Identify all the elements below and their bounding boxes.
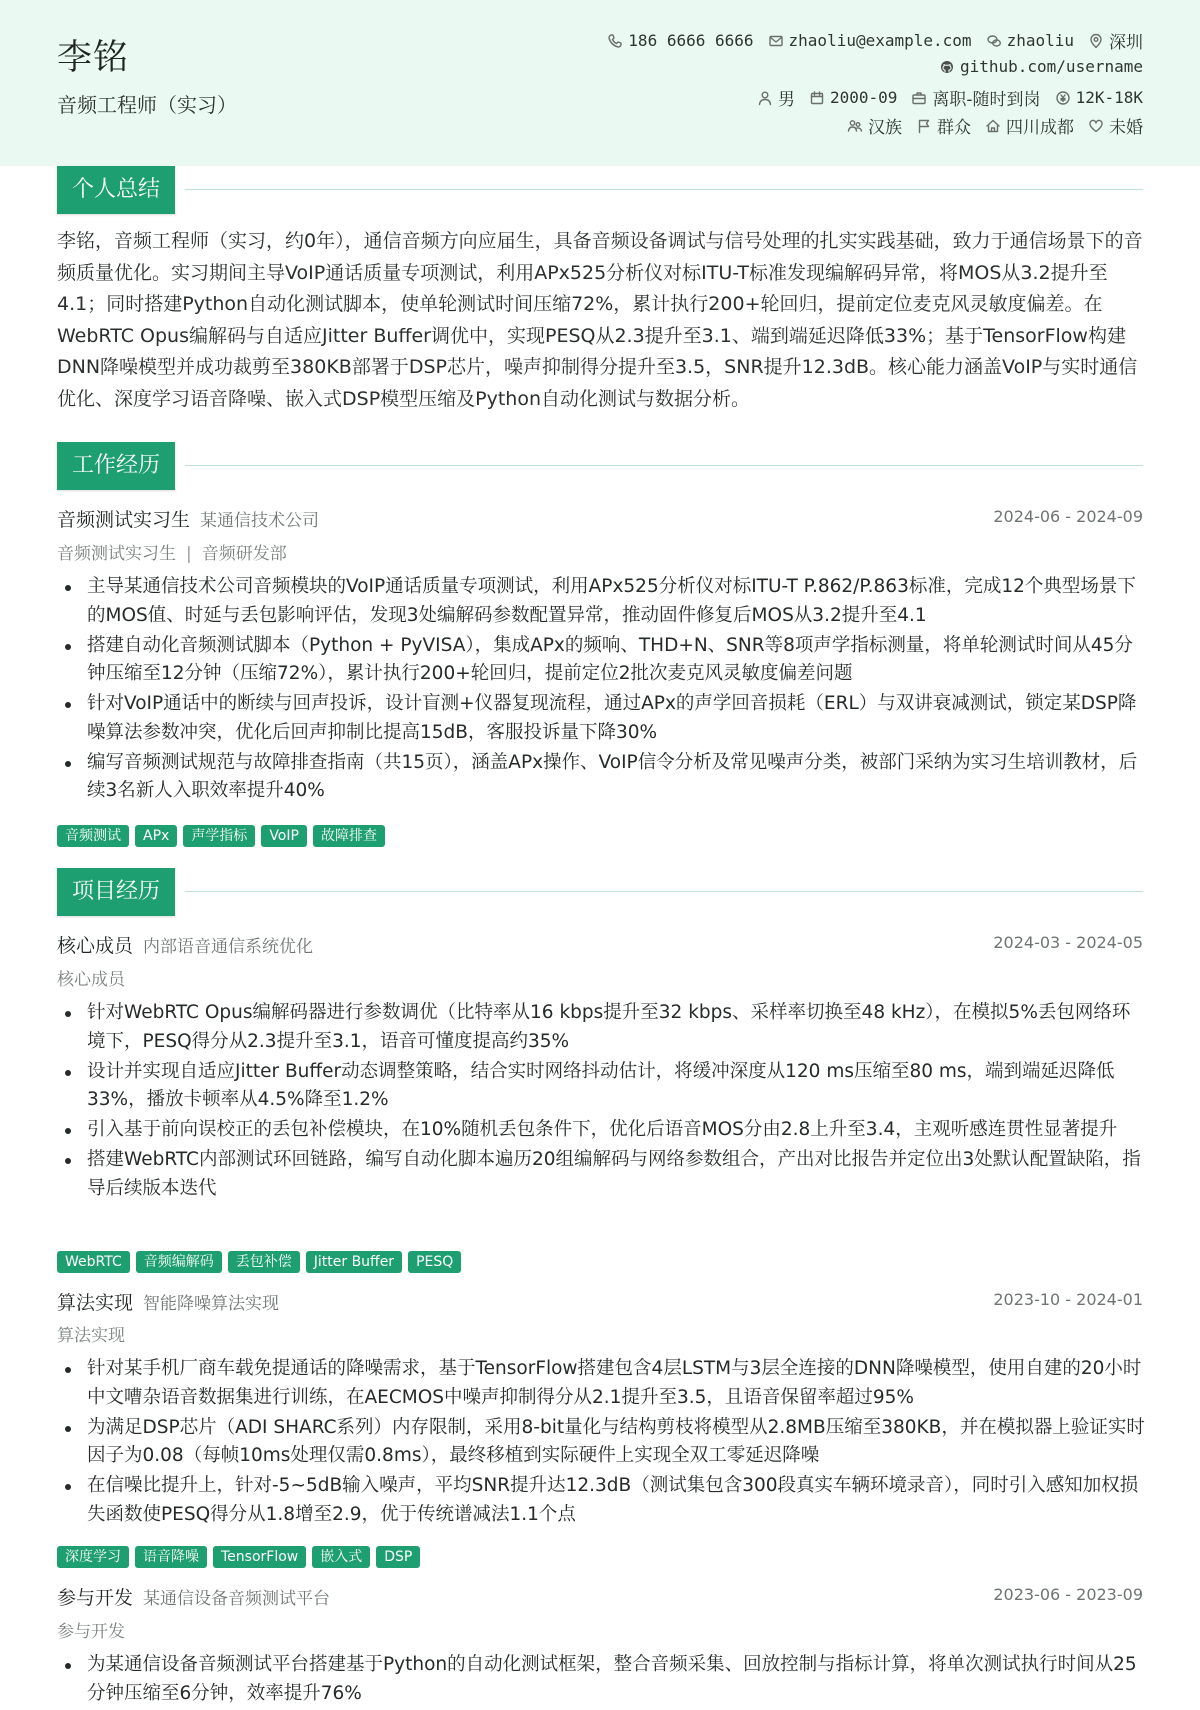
list-item: 针对VoIP通话中的断续与回声投诉，设计盲测+仪器复现流程，通过APx的声学回音损耗（ERL）与双讲衰减测试，锁定某DSP降噪算法参数冲突，优化后回声抑制比提高15dB，客服投诉量下降30% xyxy=(57,690,1147,747)
github-icon xyxy=(939,59,955,75)
entry-date: 2023-10 - 2024-01 xyxy=(993,1290,1143,1309)
skill-tag: PESQ xyxy=(408,1251,461,1273)
work-tags xyxy=(57,825,385,847)
marital-status: 未婚 xyxy=(1109,118,1143,138)
skill-tag: 嵌入式 xyxy=(312,1546,370,1568)
skill-tag: TensorFlow xyxy=(213,1546,306,1568)
skill-tag: APx xyxy=(135,825,177,847)
mail-icon xyxy=(768,33,784,49)
entry-date: 2024-03 - 2024-05 xyxy=(993,933,1143,952)
project-bullet-list xyxy=(57,1355,1147,1531)
skill-tag: VoIP xyxy=(261,825,307,847)
skill-tag: 音频测试 xyxy=(57,825,129,847)
project-entry-header xyxy=(57,931,1143,959)
contact-row-2 xyxy=(939,57,1143,76)
phone-item xyxy=(607,31,753,50)
wechat-id: zhaoliu xyxy=(1006,31,1074,50)
calendar-icon xyxy=(809,90,825,106)
candidate-title: 音频工程师（实习） xyxy=(57,93,237,117)
list-item: 主导某通信技术公司音频模块的VoIP通话质量专项测试，利用APx525分析仪对标ITU-T P.862/P.863标准，完成12个典型场景下的MOS值、时延与丢包影响评估，发现3处编解码参数配置异常，推动固件修复后MOS从3.2提升至4.1 xyxy=(57,573,1147,630)
work-bullet-list xyxy=(57,573,1147,807)
project-bullet-list xyxy=(57,999,1147,1205)
entry-role: 音频测试实习生 xyxy=(57,509,191,531)
entry-date: 2024-06 - 2024-09 xyxy=(993,507,1143,526)
skill-tag: DSP xyxy=(376,1546,420,1568)
political-status: 群众 xyxy=(937,118,971,138)
project-tags xyxy=(57,1251,461,1273)
project-tags xyxy=(57,1546,420,1568)
section-divider xyxy=(185,465,1143,466)
email-address[interactable]: zhaoliu@example.com xyxy=(788,31,972,50)
section-divider xyxy=(185,891,1143,892)
section-title-summary: 个人总结 xyxy=(57,166,175,214)
skill-tag: 深度学习 xyxy=(57,1546,129,1568)
project-entry-subtitle: 参与开发 xyxy=(57,1622,125,1642)
project-entry-subtitle: 算法实现 xyxy=(57,1326,125,1346)
ethnicity: 汉族 xyxy=(868,118,902,138)
city: 深圳 xyxy=(1109,33,1143,53)
work-entry-header xyxy=(57,505,1143,533)
list-item: 编写音频测试规范与故障排查指南（共15页），涵盖APx操作、VoIP信令分析及常见噪声分类，被部门采纳为实习生培训教材，后续3名新人入职效率提升40% xyxy=(57,749,1147,806)
github-item[interactable] xyxy=(939,57,1143,76)
list-item: 为某通信设备音频测试平台搭建基于Python的自动化测试框架，整合音频采集、回放控制与指标计算，将单次测试执行时间从25分钟压缩至6分钟，效率提升76% xyxy=(57,1651,1147,1708)
marital-item xyxy=(1088,113,1143,138)
project-bullet-list xyxy=(57,1651,1147,1710)
skill-tag: Jitter Buffer xyxy=(306,1251,402,1273)
work-section-header xyxy=(57,442,1143,490)
wechat-icon xyxy=(986,33,1002,49)
summary-text: 李铭，音频工程师（实习，约0年），通信音频方向应届生，具备音频设备调试与信号处理的扎实实践基础，致力于通信场景下的音频质量优化。实习期间主导VoIP通话质量专项测试，利用APx525分析仪对标ITU-T标准发现编解码异常，将MOS从3.2提升至4.1；同时搭建Python自动化测试脚本，使单轮测试时间压缩72%，累计执行200+轮回归，提前定位麦克风灵敏度偏差。在WebRTC Opus编解码与自适应Jitter Buffer调优中，实现PESQ从2.3提升至3.1、端到端延迟降低33%；基于TensorFlow构建DNN降噪模型并成功裁剪至380KB部署于DSP芯片，噪声抑制得分提升至3.5，SNR提升12.3dB。核心能力涵盖VoIP与实时通信优化、深度学习语音降噪、嵌入式DSP模型压缩及Python自动化测试与数据分析。 xyxy=(57,230,1143,410)
section-divider xyxy=(185,189,1143,190)
gender: 男 xyxy=(777,90,795,110)
list-item: 设计并实现自适应Jitter Buffer动态调整策略，结合实时网络抖动估计，将缓冲深度从120 ms压缩至80 ms，端到端延迟降低33%，播放卡顿率从4.5%降至1.2% xyxy=(57,1058,1147,1115)
people-icon xyxy=(847,118,863,134)
salary-item xyxy=(1055,88,1143,107)
contact-row-3 xyxy=(757,85,1143,110)
list-item: 引入基于前向误校正的丢包补偿模块，在10%随机丢包条件下，优化后语音MOS分由2.8上升至3.4，主观听感连贯性显著提升 xyxy=(57,1116,1147,1145)
entry-role: 参与开发 xyxy=(57,1587,134,1609)
city-item xyxy=(1088,28,1143,53)
skill-tag: 音频编解码 xyxy=(136,1251,222,1273)
contact-row-4 xyxy=(847,113,1143,138)
candidate-name: 李铭 xyxy=(57,38,130,78)
github-link[interactable]: github.com/username xyxy=(959,57,1143,76)
skill-tag: 语音降噪 xyxy=(135,1546,207,1568)
skill-tag: 故障排查 xyxy=(313,825,385,847)
section-title-work: 工作经历 xyxy=(57,442,175,490)
entry-sub-dept: 音频研发部 xyxy=(201,544,287,564)
contact-row-1 xyxy=(607,28,1143,53)
flag-icon xyxy=(916,118,932,134)
list-item: 为满足DSP芯片（ADI SHARC系列）内存限制，采用8-bit量化与结构剪枝将模型从2.8MB压缩至380KB，并在模拟器上验证实时因子为0.08（每帧10ms处理仅需0.8ms），最终移植到实际硬件上实现全双工零延迟降噪 xyxy=(57,1414,1147,1471)
phone-number: 186 6666 6666 xyxy=(628,31,754,50)
home-icon xyxy=(985,118,1001,134)
project-entry-header xyxy=(57,1288,1143,1316)
section-title-projects: 项目经历 xyxy=(57,868,175,916)
skill-tag: WebRTC xyxy=(57,1251,130,1273)
entry-org: 内部语音通信系统优化 xyxy=(143,937,314,957)
hometown-item xyxy=(985,113,1074,138)
projects-section-header xyxy=(57,868,1143,916)
project-entry-header xyxy=(57,1583,1143,1611)
status-item xyxy=(911,85,1040,110)
list-item: 针对WebRTC Opus编解码器进行参数调优（比特率从16 kbps提升至32 kbps、采样率切换至48 kHz），在模拟5%丢包网络环境下，PESQ得分从2.3提升至3.1，语音可懂度提高约35% xyxy=(57,999,1147,1056)
birth-item xyxy=(809,88,897,107)
location-icon xyxy=(1088,33,1104,49)
expected-salary: 12K-18K xyxy=(1075,88,1143,107)
list-item: 针对某手机厂商车载免提通话的降噪需求，基于TensorFlow搭建包含4层LSTM与3层全连接的DNN降噪模型，使用自建的20小时中文嘈杂语音数据集进行训练，在AECMOS中噪声抑制得分从2.1提升至3.5，且语音保留率超过95% xyxy=(57,1355,1147,1412)
list-item: 搭建自动化音频测试脚本（Python + PyVISA），集成APx的频响、THD+N、SNR等8项声学指标测量，将单轮测试时间从45分钟压缩至12分钟（压缩72%），累计执行200+轮回归，提前定位2批次麦克风灵敏度偏差问题 xyxy=(57,632,1147,689)
hometown: 四川成都 xyxy=(1006,118,1074,138)
birth-date: 2000-09 xyxy=(829,88,898,107)
money-icon xyxy=(1055,90,1071,106)
entry-date: 2023-06 - 2023-09 xyxy=(993,1585,1143,1604)
phone-icon xyxy=(607,33,623,49)
gender-item xyxy=(757,85,795,110)
list-item: 搭建WebRTC内部测试环回链路，编写自动化脚本遍历20组编解码与网络参数组合，产出对比报告并定位出3处默认配置缺陷，指导后续版本迭代 xyxy=(57,1146,1147,1203)
entry-org: 智能降噪算法实现 xyxy=(143,1294,280,1314)
entry-org: 某通信设备音频测试平台 xyxy=(143,1589,331,1609)
summary-section-header xyxy=(57,166,1143,214)
user-icon xyxy=(757,90,773,106)
resume-header xyxy=(0,0,1200,166)
entry-sub-role: 音频测试实习生 xyxy=(57,544,176,564)
ethnicity-item xyxy=(847,113,902,138)
political-item xyxy=(916,113,971,138)
work-entry-subtitle: 音频测试实习生 | 音频研发部 xyxy=(57,544,287,564)
skill-tag: 声学指标 xyxy=(183,825,255,847)
job-status: 离职-随时到岗 xyxy=(932,90,1041,110)
entry-org: 某通信技术公司 xyxy=(200,511,320,531)
briefcase-icon xyxy=(911,90,927,106)
email-item[interactable] xyxy=(768,31,972,50)
project-entry-subtitle: 核心成员 xyxy=(57,970,125,990)
entry-role: 算法实现 xyxy=(57,1292,134,1314)
skill-tag: 丢包补偿 xyxy=(228,1251,300,1273)
wechat-item xyxy=(986,31,1074,50)
entry-role: 核心成员 xyxy=(57,935,134,957)
list-item: 在信噪比提升上，针对-5~5dB输入噪声，平均SNR提升达12.3dB（测试集包含300段真实车辆环境录音），同时引入感知加权损失函数使PESQ得分从1.8增至2.9，优于传统谱减法1.1个点 xyxy=(57,1472,1147,1529)
heart-icon xyxy=(1088,118,1104,134)
